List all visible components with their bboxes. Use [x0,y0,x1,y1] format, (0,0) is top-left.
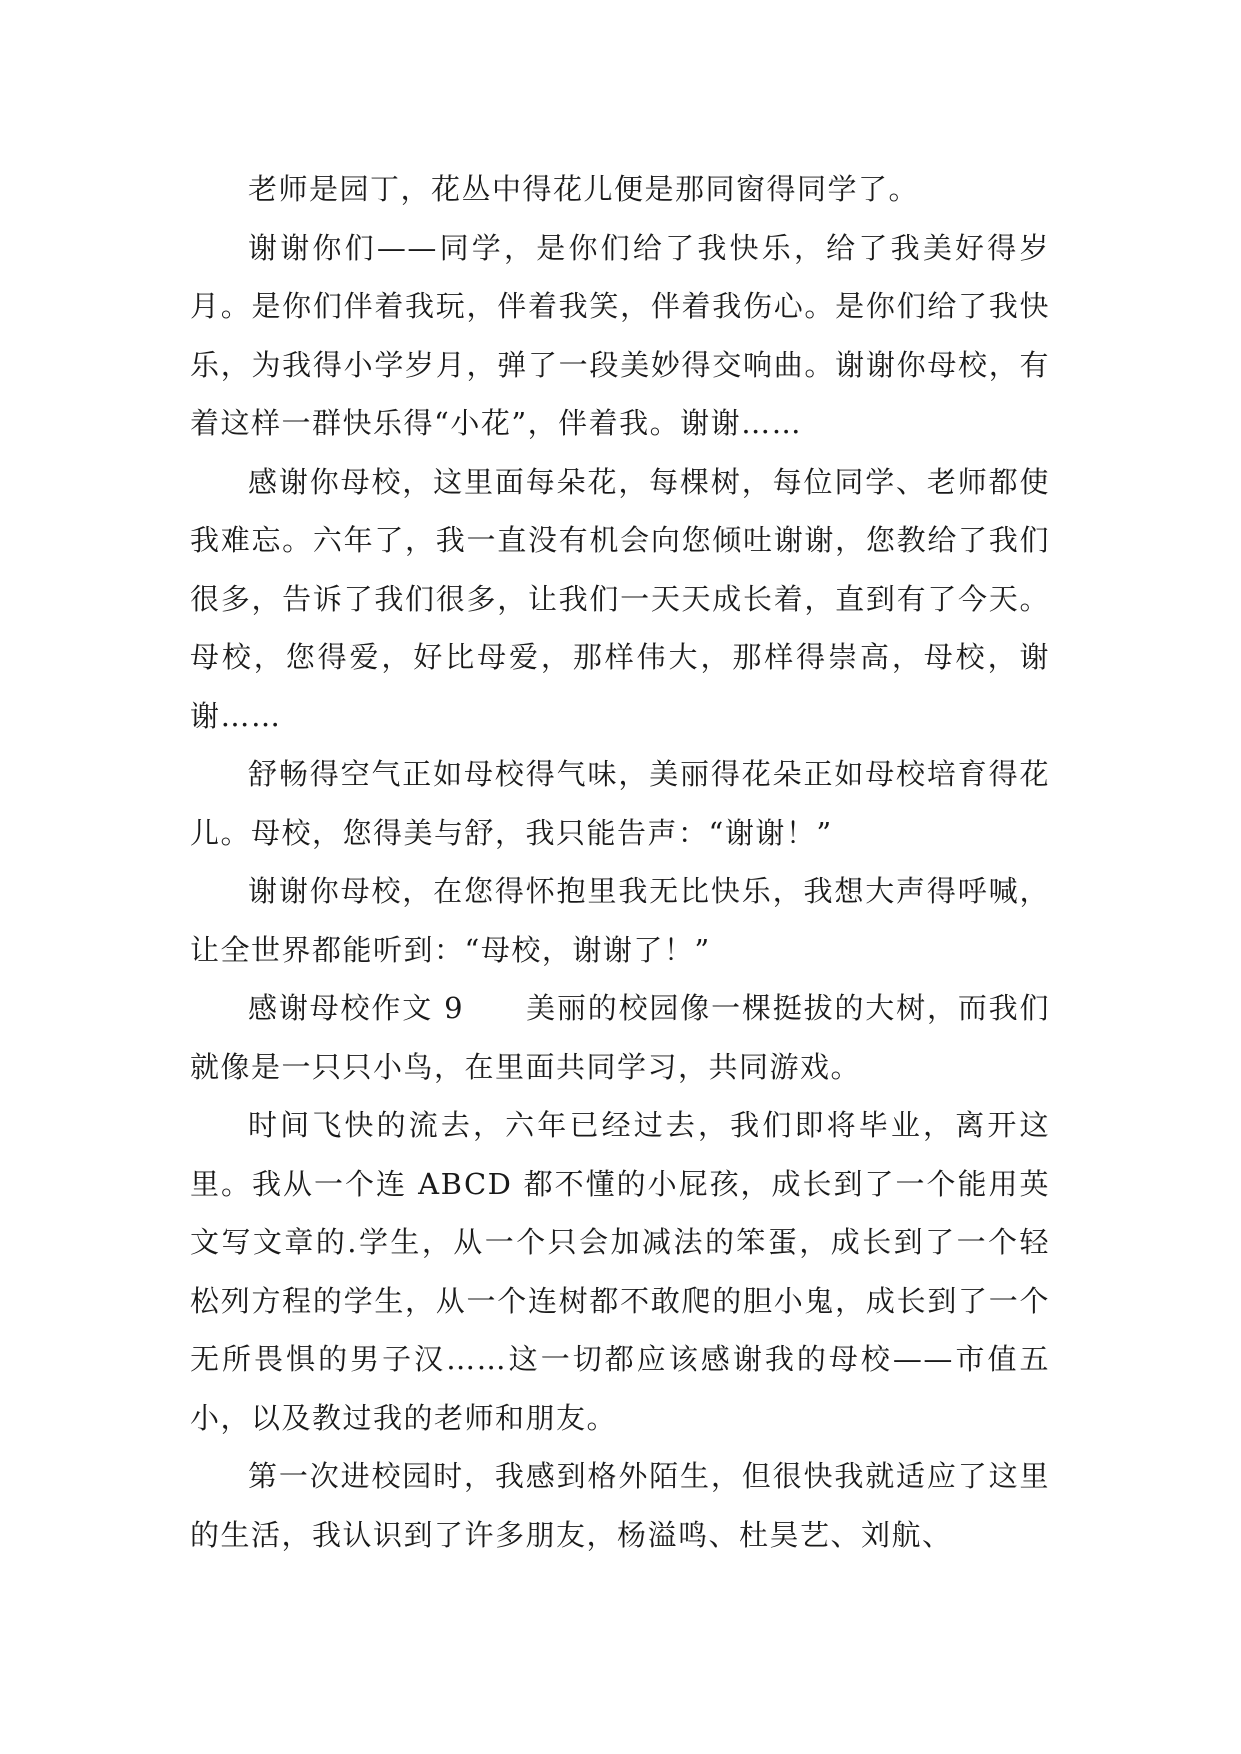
paragraph-1: 老师是园丁，花丛中得花儿便是那同窗得同学了。 [248,172,920,206]
paragraph-5: 谢谢你母校，在您得怀抱里我无比快乐，我想大声得呼喊，让全世界都能听到：“母校，谢谢了！” [190,874,1050,967]
paragraph-7: 时间飞快的流去，六年已经过去，我们即将毕业，离开这里。我从一个连 ABCD 都不懂的小屁孩，成长到了一个能用英文写文章的.学生，从一个只会加减法的笨蛋，成长到了一个轻松列方程的学生，从一个连树都不敢爬的胆小鬼，成长到了一个无所畏惧的男子汉……这一切都应该感谢我的母校——市值五小，以及教过我的老师和朋友。 [190,1108,1050,1435]
paragraph-3: 感谢你母校，这里面每朵花，每棵树，每位同学、老师都使我难忘。六年了，我一直没有机会向您倾吐谢谢，您教给了我们很多，告诉了我们很多，让我们一天天成长着，直到有了今天。母校，您得爱，好比母爱，那样伟大，那样得崇高，母校，谢谢…… [190,464,1050,733]
paragraph-6: 感谢母校作文 9 美丽的校园像一棵挺拔的大树，而我们就像是一只只小鸟，在里面共同学习，共同游戏。 [190,991,1050,1084]
paragraph-4: 舒畅得空气正如母校得气味，美丽得花朵正如母校培育得花儿。母校，您得美与舒，我只能告声：“谢谢！” [190,757,1050,850]
paragraph-8: 第一次进校园时，我感到格外陌生，但很快我就适应了这里的生活，我认识到了许多朋友，杨溢鸣、杜昊艺、刘航、 [190,1459,1050,1552]
document-body [190,160,1050,1564]
paragraph-2: 谢谢你们——同学，是你们给了我快乐，给了我美好得岁月。是你们伴着我玩，伴着我笑，伴着我伤心。是你们给了我快乐，为我得小学岁月，弹了一段美妙得交响曲。谢谢你母校，有着这样一群快乐得“小花”，伴着我。谢谢…… [190,230,1050,440]
